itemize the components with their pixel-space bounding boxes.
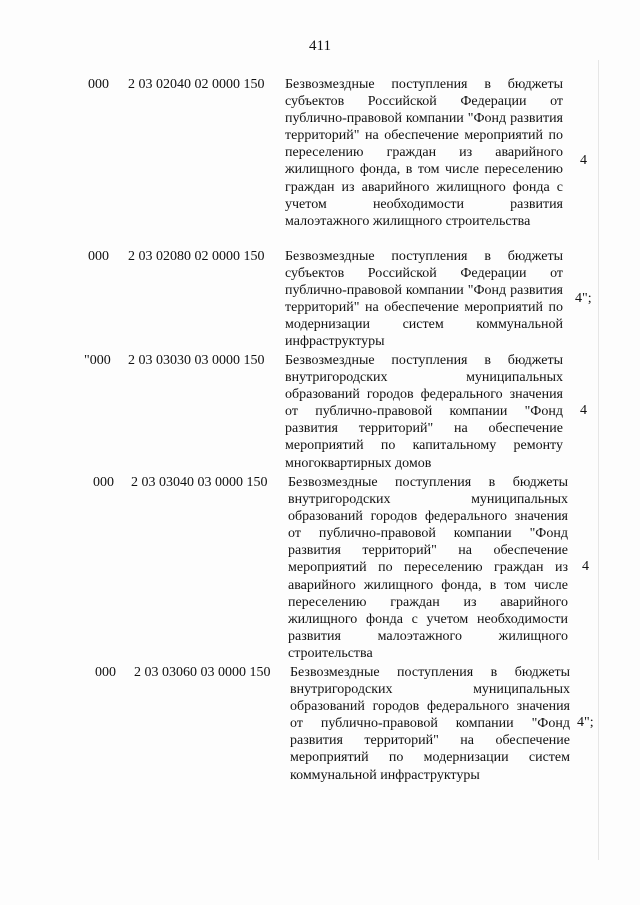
admin-code: 000 (93, 475, 114, 490)
row-description: Безвозмездные поступления в бюджеты внутригородских муниципальных образований городов федерального значения от публично-правовой компании "Фонд развития территорий" на обеспечение мероприятий по модернизации систем коммунальной инфраструктуры (290, 665, 570, 783)
row-description: Безвозмездные поступления в бюджеты внутригородских муниципальных образований городов федерального значения от публично-правовой компании "Фонд развития территорий" на обеспечение мероприятий по капитальному ремонту многоквартирных домов (285, 353, 563, 471)
row-note: 4"; (577, 715, 594, 730)
admin-code: 000 (88, 249, 109, 264)
row-note: 4 (580, 153, 587, 168)
admin-code: 000 (88, 77, 109, 92)
budget-code: 2 03 02040 02 0000 150 (128, 77, 265, 92)
row-note: 4"; (575, 291, 592, 306)
scan-edge-line (598, 60, 599, 860)
row-description: Безвозмездные поступления в бюджеты субъектов Российской Федерации от публично-правовой компании "Фонд развития территорий" на обеспечение мероприятий по модернизации систем коммунальной инфраструктуры (285, 249, 563, 350)
admin-code: "000 (84, 353, 111, 368)
row-description: Безвозмездные поступления в бюджеты внутригородских муниципальных образований городов федерального значения от публично-правовой компании "Фонд развития территорий" на обеспечение мероприятий по переселению граждан из аварийного жилищного фонда, в том числе переселению граждан из аварийного жилищного фонда с учетом необходимости развития малоэтажного жилищного строительства (288, 475, 568, 661)
budget-code: 2 03 03030 03 0000 150 (128, 353, 265, 368)
admin-code: 000 (95, 665, 116, 680)
row-note: 4 (580, 403, 587, 418)
budget-code: 2 03 02080 02 0000 150 (128, 249, 265, 264)
budget-code: 2 03 03040 03 0000 150 (131, 475, 268, 490)
page-number: 411 (309, 38, 331, 54)
row-description: Безвозмездные поступления в бюджеты субъектов Российской Федерации от публично-правовой компании "Фонд развития территорий" на обеспечение мероприятий по переселению граждан из аварийного жилищного фонда, в том числе переселению граждан из аварийного жилищного фонда с учетом необходимости развития малоэтажного жилищного строительства (285, 77, 563, 229)
row-note: 4 (582, 559, 589, 574)
budget-code: 2 03 03060 03 0000 150 (134, 665, 271, 680)
